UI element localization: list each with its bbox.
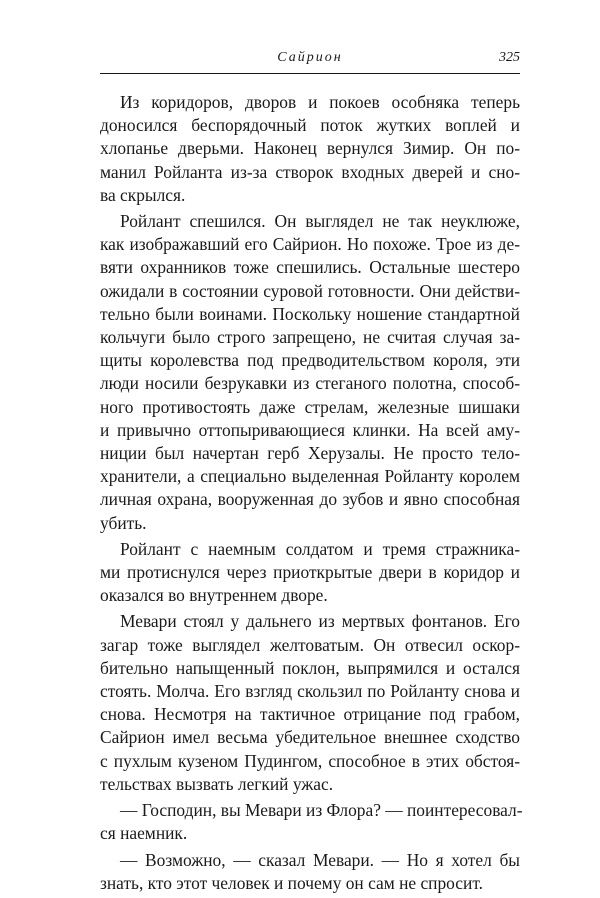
page-number: 325	[499, 50, 520, 65]
text-line: люди носили безрукавки из стеганого полотна, способ-	[100, 373, 520, 394]
text-line: ниции был начертан герб Херузалы. Не просто тело-	[100, 443, 520, 464]
text-line: хлопанье дверьми. Наконец вернулся Зимир. Он по-	[100, 138, 520, 159]
text-line: снова. Несмотря на тактичное отрицание под грабом,	[100, 704, 520, 725]
text-line: ного противостоять даже стрелам, железные шишаки	[100, 396, 520, 417]
text-line: — Господин, вы Мевари из Флора? — поинтересовал-	[120, 800, 523, 821]
text-line: Сайрион имел весьма убедительное внешнее сходство	[100, 727, 520, 748]
text-line: оказался во внутреннем дворе.	[100, 585, 328, 606]
text-line: и привычно оттопыривающиеся клинки. На всей аму-	[100, 419, 520, 440]
header-rule	[100, 73, 520, 74]
text-line: щиты королевства под предводительством короля, эти	[100, 350, 520, 371]
text-line: тельствах вызвать легкий ужас.	[100, 773, 334, 794]
text-line: стоять. Молча. Его взгляд скользил по Ройланту снова и	[100, 681, 520, 702]
text-line: бительно напыщенный поклон, выпрямился и остался	[100, 657, 520, 678]
paragraph	[100, 799, 523, 845]
paragraph	[100, 849, 520, 895]
text-line: вяти охранников тоже спешились. Остальные шестеро	[100, 257, 520, 278]
text-line: доносился беспорядочный поток жутких воплей и	[100, 115, 520, 136]
running-title: Сайрион	[277, 50, 343, 65]
text-line: как изображавший его Сайрион. Но похоже. Трое из де-	[100, 234, 520, 255]
body-text	[100, 91, 523, 898]
text-line: загар тоже выглядел желтоватым. Он отвесил оскор-	[100, 634, 520, 655]
text-line: тельно были воинами. Поскольку ношение стандартной	[100, 303, 520, 324]
page-header	[100, 50, 520, 72]
text-line: ожидали в состоянии суровой готовности. Они действи-	[100, 280, 520, 301]
paragraph	[100, 538, 520, 608]
text-line: манил Ройланта из-за створок входных дверей и сно-	[100, 161, 520, 182]
text-line: убить.	[100, 512, 147, 533]
text-line: ся наемник.	[100, 823, 188, 844]
text-line: с пухлым кузеном Пудингом, способное в этих обстоя-	[100, 750, 520, 771]
paragraph	[100, 210, 520, 535]
text-line: ва скрылся.	[100, 184, 186, 205]
text-line: кольчуги было строго запрещено, не считая случая за-	[100, 327, 520, 348]
text-line: Ройлант спешился. Он выглядел не так неуклюже,	[120, 211, 520, 232]
text-line: ми протиснулся через приоткрытые двери в коридор и	[100, 562, 520, 583]
text-line: знать, кто этот человек и почему он сам не спросит.	[100, 872, 483, 893]
text-line: Из коридоров, дворов и покоев особняка теперь	[120, 92, 520, 112]
text-line: — Возможно, — сказал Мевари. — Но я хотел бы	[120, 849, 520, 870]
paragraph	[100, 610, 520, 796]
text-line: Мевари стоял у дальнего из мертвых фонтанов. Его	[120, 611, 520, 632]
text-line: Ройлант с наемным солдатом и тремя стражника-	[120, 538, 520, 559]
text-line: хранители, а специально выделенная Ройланту королем	[100, 466, 520, 487]
paragraph	[100, 91, 520, 207]
text-line: личная охрана, вооруженная до зубов и явно способная	[100, 489, 520, 510]
